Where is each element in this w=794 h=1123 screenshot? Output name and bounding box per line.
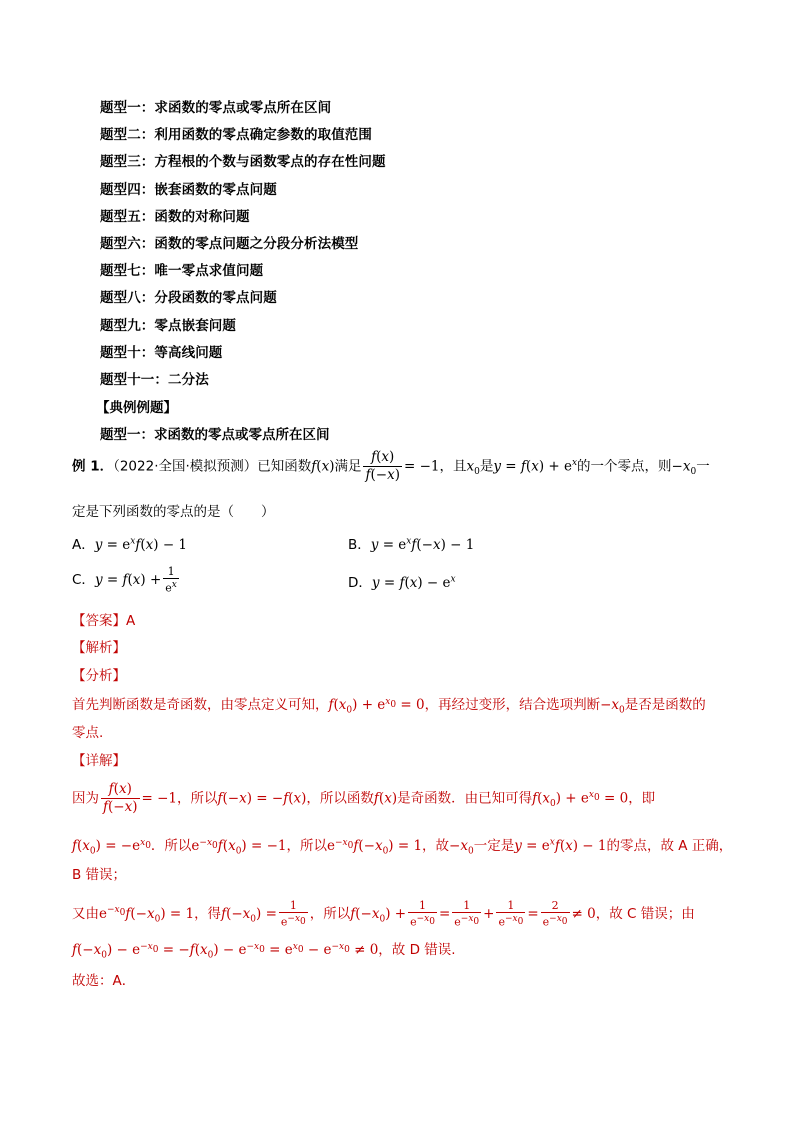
type-item-11: 题型十一：二分法: [100, 371, 209, 388]
analysis-line-2: 零点.: [72, 725, 104, 741]
answer-line: 【答案】A: [72, 613, 136, 629]
detail-line-3: B 错误；: [72, 867, 127, 883]
detail-line-5: $f(-x_0) - e^{-x_0} = -f(x_0) - e^{-x_0} = e^{x_0} - e^{-x_0} \ne 0$，故 D 错误.: [72, 941, 456, 961]
problem-line-2: 定是下列函数的零点的是（ ）: [72, 504, 275, 520]
type-item-5: 题型五：函数的对称问题: [100, 208, 250, 225]
example-label: 例 1．: [72, 458, 114, 475]
type-heading: 题型一：求函数的零点或零点所在区间: [100, 427, 330, 443]
option-d[interactable]: D．$y = f(x) - e^x$: [348, 574, 456, 591]
detail-line-2: $f(x_0) = -e^{x_0}$．所以$e^{-x_0}f(x_0) = -1$，所以$e^{-x_0}f(-x_0) = 1$，故$-x_0$一定是$y = e^xf(x) - 1$的零点，故 A 正确，: [72, 837, 733, 857]
example-heading: 【典例例题】: [96, 400, 177, 416]
type-item-9: 题型九：零点嵌套问题: [100, 317, 236, 334]
type-item-3: 题型三：方程根的个数与函数零点的存在性问题: [100, 154, 386, 171]
type-item-2: 题型二：利用函数的零点确定参数的取值范围: [100, 127, 372, 144]
detail-line-4: 又由$e^{-x_0}f(-x_0) = 1$，得$f(-x_0)$ = $\frac{1}{e^{-x_0}}$ ，所以$f(-x_0)$ + $\frac{1}{e^{-x_0}}$ = $\frac{1}{e^{-x_0}}$ + $\frac{1}{e^{-x_0}}$ = $\frac{2}{e^{-x_0}}$ ≠ 0，故 C 错误；由: [72, 899, 695, 929]
conclusion-line: 故选：A．: [72, 973, 136, 989]
type-item-10: 题型十：等高线问题: [100, 344, 223, 361]
problem-source: （2022·全国·模拟预测）已知函数: [113, 458, 312, 475]
option-c[interactable]: C．y = f(x) + $\frac{1}{e^x}$: [72, 565, 177, 595]
detail-line-1: 因为 $\frac{f(x)}{f(-x)}$ = −1，所以f(−x) = −f(x)，所以函数f(x)是奇函数．由已知可得$f(x_0) + e^{x_0} = 0$，即: [72, 781, 656, 815]
analysis-heading: 【分析】: [72, 668, 126, 684]
option-b[interactable]: B．$y = e^xf(-x) - 1$: [348, 536, 475, 553]
type-item-6: 题型六：函数的零点问题之分段分析法模型: [100, 235, 359, 252]
type-item-1: 题型一：求函数的零点或零点所在区间: [100, 100, 332, 116]
explain-heading: 【解析】: [72, 640, 126, 656]
type-item-7: 题型七：唯一零点求值问题: [100, 263, 264, 280]
analysis-line-1: 首先判断函数是奇函数，由零点定义可知，$f(x_0) + e^{x_0} = 0$，再经过变形，结合选项判断$-x_0$是否是函数的: [72, 696, 706, 716]
detail-heading: 【详解】: [72, 753, 126, 769]
problem-line-1: 例 1．（2022·全国·模拟预测）已知函数f(x)满足 $\frac{f(x)}{f(-x)}$ = −1，且$x_0$是$y = f(x) + e^x$的一个零点，则$-x_0$一: [72, 449, 710, 483]
type-item-8: 题型八：分段函数的零点问题: [100, 290, 277, 307]
type-item-4: 题型四：嵌套函数的零点问题: [100, 181, 277, 198]
ratio-fraction: $\frac{f(x)}{f(-x)}$: [365, 449, 400, 483]
option-a[interactable]: A．$y = e^xf(x) - 1$: [72, 536, 188, 553]
question-type-list: [100, 95, 386, 394]
